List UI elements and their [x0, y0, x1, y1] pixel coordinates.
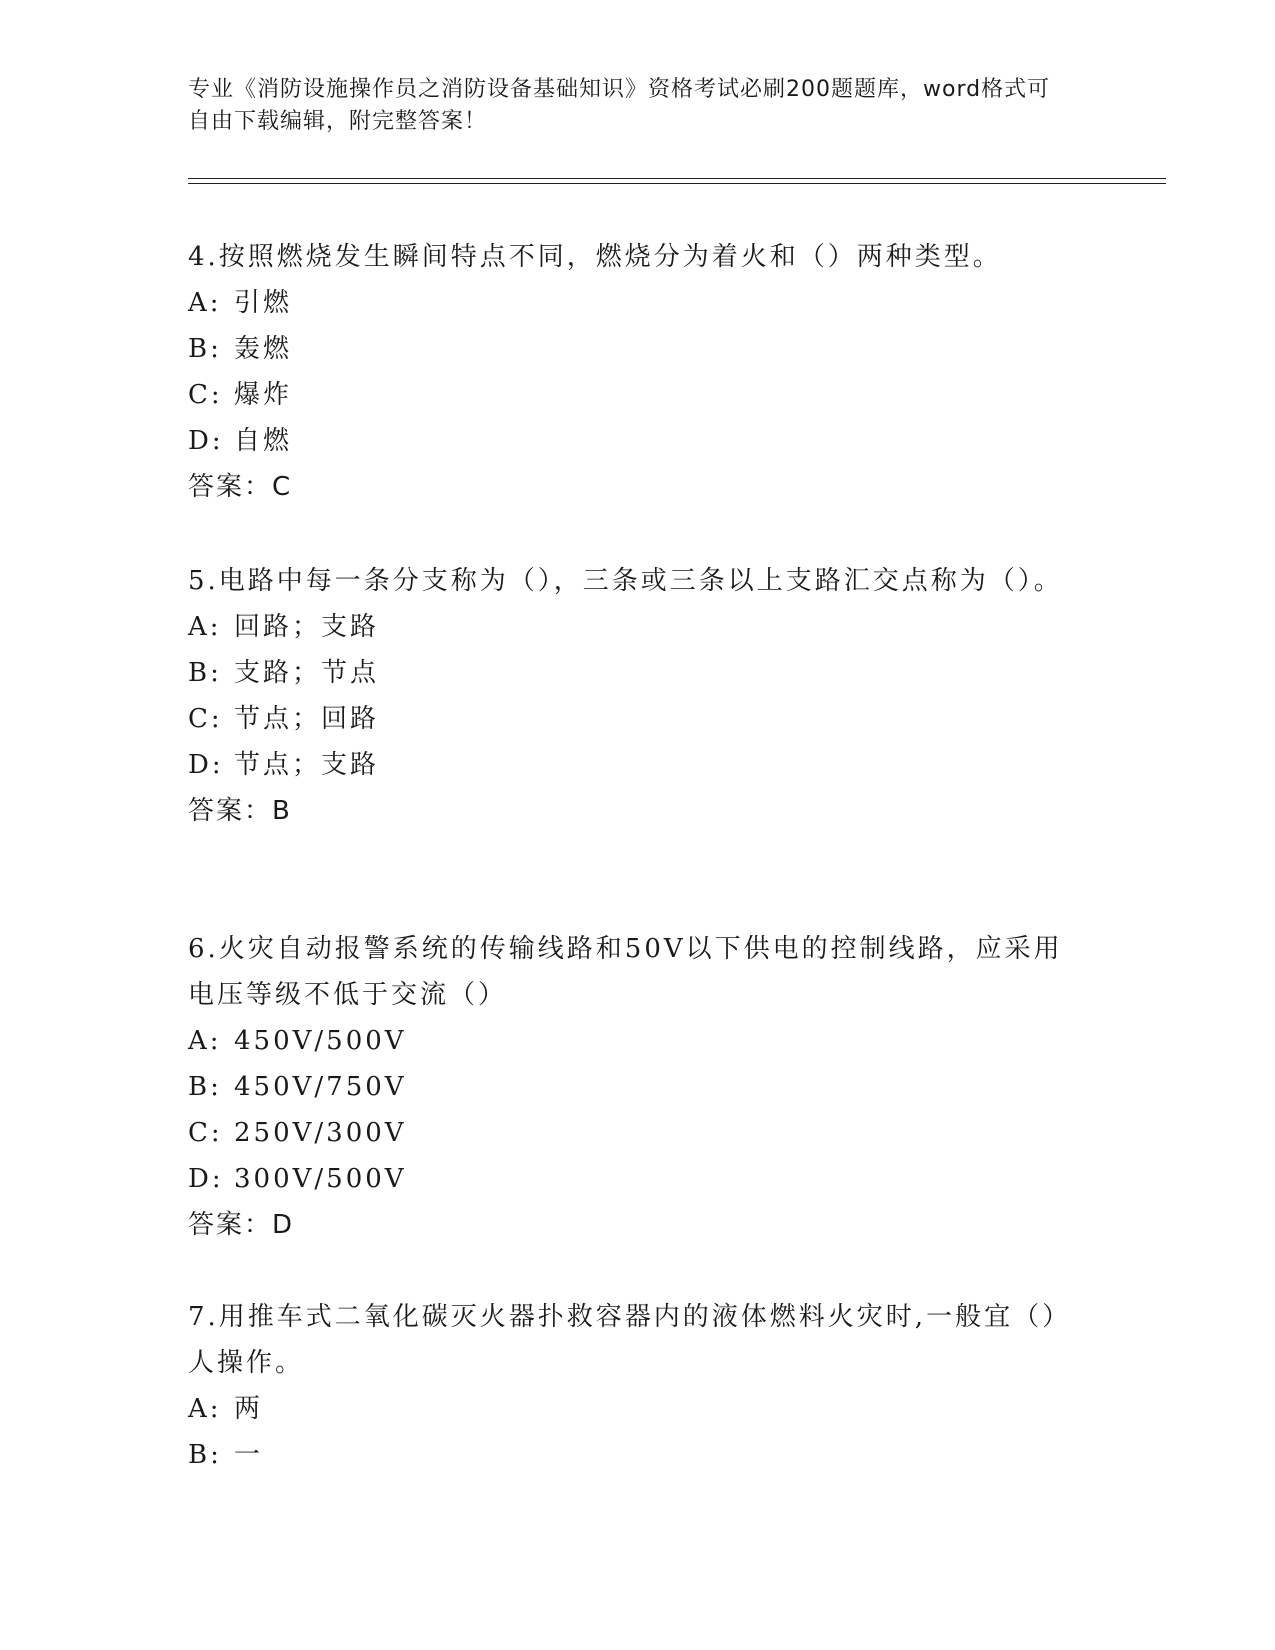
option-letter: A: [188, 1394, 222, 1424]
option-text: 节点；回路 [234, 704, 380, 734]
option-text: 两 [234, 1394, 264, 1424]
option-letter: C: [188, 704, 223, 734]
option-text: 爆炸 [234, 380, 293, 410]
question-stem: 6.火灾自动报警系统的传输线路和50V以下供电的控制线路，应采用电压等级不低于交流（） [188, 934, 1063, 1010]
option-text: 引燃 [234, 288, 293, 318]
option-text: 支路；节点 [234, 658, 380, 688]
question-7 [188, 1294, 1068, 1478]
header-divider-bottom [188, 183, 1166, 184]
question-stem: 7.用推车式二氧化碳灭火器扑救容器内的液体燃料火灾时,一般宜（）人操作。 [188, 1302, 1059, 1378]
option-b [188, 326, 1068, 372]
answer-line: 答案：D [188, 1210, 295, 1240]
option-letter: A: [188, 612, 222, 642]
option-letter: B: [188, 1072, 222, 1102]
question-stem: 5.电路中每一条分支称为（），三条或三条以上支路汇交点称为（）。 [188, 566, 1063, 596]
option-text: 一 [234, 1440, 264, 1470]
option-c [188, 696, 1068, 742]
option-letter: C: [188, 380, 223, 410]
document-header: 专业《消防设施操作员之消防设备基础知识》资格考试必刷200题题库，word格式可自由下载编辑，附完整答案！ [188, 77, 1051, 134]
option-a [188, 604, 1068, 650]
option-letter: B: [188, 658, 222, 688]
option-text: 节点；支路 [234, 750, 380, 780]
option-text: 回路；支路 [234, 612, 380, 642]
option-letter: B: [188, 1440, 222, 1470]
option-letter: D: [188, 426, 224, 456]
option-a [188, 280, 1068, 326]
option-text: 250V/300V [234, 1118, 407, 1148]
option-a [188, 1386, 1068, 1432]
option-d [188, 742, 1068, 788]
option-c [188, 1110, 1068, 1156]
option-d [188, 1156, 1068, 1202]
question-6 [188, 926, 1068, 1248]
option-a [188, 1018, 1068, 1064]
option-b [188, 1064, 1068, 1110]
option-c [188, 372, 1068, 418]
option-text: 轰燃 [234, 334, 293, 364]
option-text: 450V/750V [234, 1072, 407, 1102]
question-4 [188, 234, 1068, 510]
option-letter: B: [188, 334, 222, 364]
option-letter: D: [188, 1164, 224, 1194]
option-letter: A: [188, 1026, 222, 1056]
question-stem: 4.按照燃烧发生瞬间特点不同，燃烧分为着火和（）两种类型。 [188, 242, 1002, 272]
option-d [188, 418, 1068, 464]
answer-line: 答案：B [188, 796, 292, 826]
header-divider-top [188, 178, 1166, 179]
option-letter: A: [188, 288, 222, 318]
option-letter: D: [188, 750, 224, 780]
option-b [188, 1432, 1068, 1478]
option-text: 自燃 [234, 426, 293, 456]
option-b [188, 650, 1068, 696]
option-letter: C: [188, 1118, 223, 1148]
option-text: 450V/500V [234, 1026, 407, 1056]
option-text: 300V/500V [234, 1164, 407, 1194]
answer-line: 答案：C [188, 472, 293, 502]
question-5 [188, 558, 1068, 834]
